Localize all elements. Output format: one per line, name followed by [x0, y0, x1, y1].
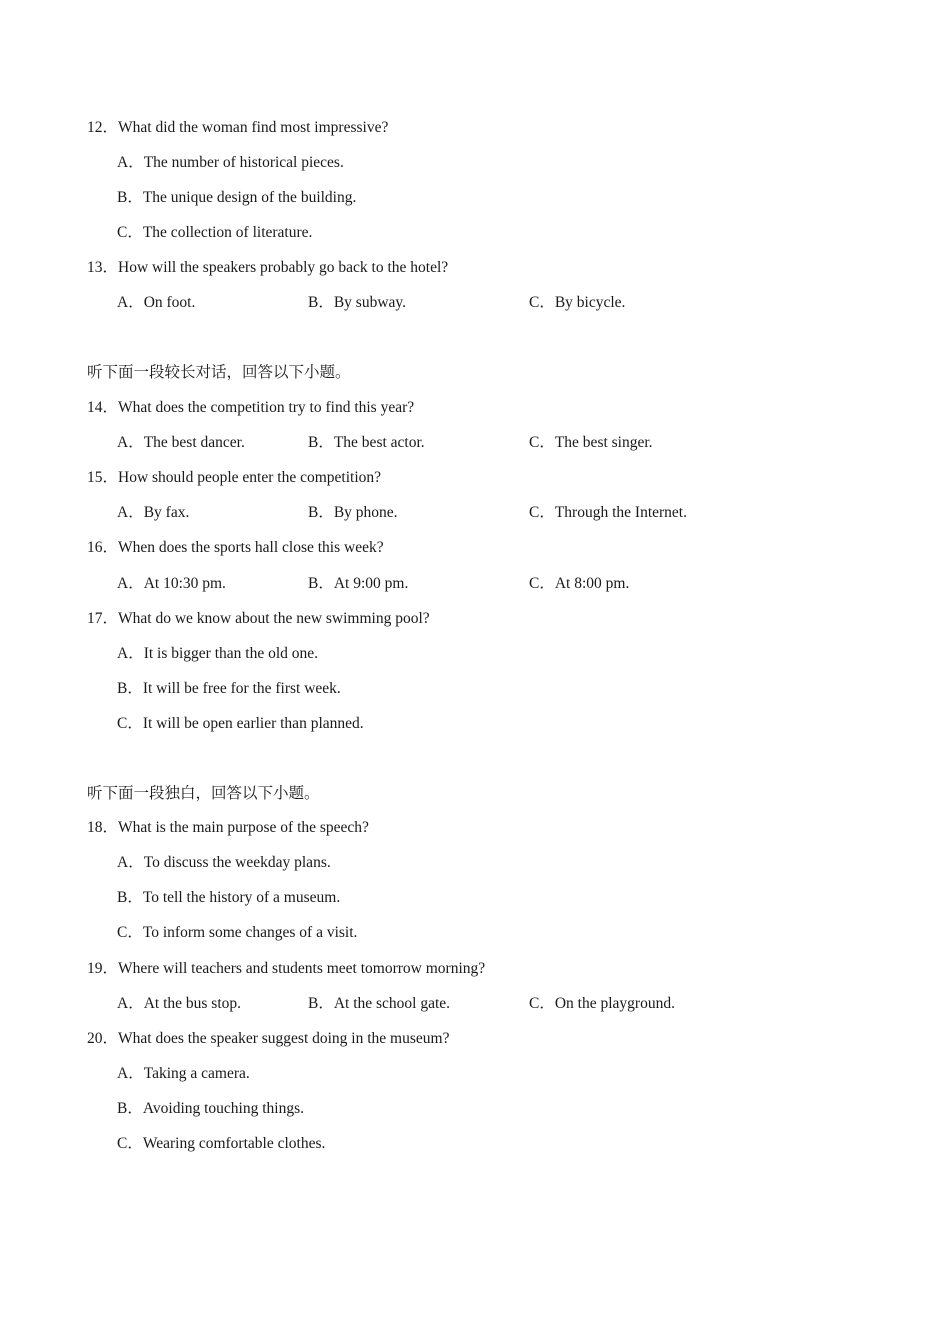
- question-12-option-a: A．The number of historical pieces.: [117, 154, 344, 171]
- question-20-stem: 20．What does the speaker suggest doing in the museum?: [87, 1030, 450, 1047]
- question-17-option-a: A．It is bigger than the old one.: [117, 645, 319, 662]
- question-18-option-c: C．To inform some changes of a visit.: [117, 924, 358, 941]
- question-16-option-b: B．At 9:00 pm.: [308, 575, 409, 592]
- question-20-option-c: C．Wearing comfortable clothes.: [117, 1135, 326, 1152]
- question-16-option-c: C．At 8:00 pm.: [529, 575, 630, 592]
- question-12-option-b: B．The unique design of the building.: [117, 189, 357, 206]
- question-17-stem: 17．What do we know about the new swimming pool?: [87, 610, 430, 627]
- question-19-option-a: A．At the bus stop.: [117, 995, 242, 1012]
- question-14-option-b: B．The best actor.: [308, 434, 425, 451]
- question-19-option-b: B．At the school gate.: [308, 995, 451, 1012]
- question-13-option-a: A．On foot.: [117, 294, 196, 311]
- question-13-stem: 13．How will the speakers probably go back to the hotel?: [87, 259, 449, 276]
- question-18-option-a: A．To discuss the weekday plans.: [117, 854, 331, 871]
- question-12-option-c: C．The collection of literature.: [117, 224, 313, 241]
- question-20-option-a: A．Taking a camera.: [117, 1065, 250, 1082]
- question-19-option-c: C．On the playground.: [529, 995, 675, 1012]
- question-20-option-b: B．Avoiding touching things.: [117, 1100, 305, 1117]
- question-16-option-a: A．At 10:30 pm.: [117, 575, 226, 592]
- question-18-stem: 18．What is the main purpose of the speech?: [87, 819, 369, 836]
- question-17-option-b: B．It will be free for the first week.: [117, 680, 341, 697]
- question-15-stem: 15．How should people enter the competition?: [87, 469, 382, 486]
- question-13-option-c: C．By bicycle.: [529, 294, 626, 311]
- question-13-option-b: B．By subway.: [308, 294, 407, 311]
- question-15-option-c: C．Through the Internet.: [529, 504, 687, 521]
- question-15-option-b: B．By phone.: [308, 504, 398, 521]
- question-14-option-c: C．The best singer.: [529, 434, 653, 451]
- question-16-stem: 16．When does the sports hall close this week?: [87, 539, 384, 556]
- question-14-stem: 14．What does the competition try to find this year?: [87, 399, 415, 416]
- question-18-option-b: B．To tell the history of a museum.: [117, 889, 341, 906]
- section-instruction-monologue: 听下面一段独白，回答以下小题。: [87, 785, 320, 802]
- section-instruction-dialogue: 听下面一段较长对话，回答以下小题。: [87, 364, 351, 381]
- question-19-stem: 19．Where will teachers and students meet tomorrow morning?: [87, 960, 486, 977]
- question-14-option-a: A．The best dancer.: [117, 434, 245, 451]
- question-12-stem: 12．What did the woman find most impressive?: [87, 119, 389, 136]
- question-17-option-c: C．It will be open earlier than planned.: [117, 715, 364, 732]
- question-15-option-a: A．By fax.: [117, 504, 190, 521]
